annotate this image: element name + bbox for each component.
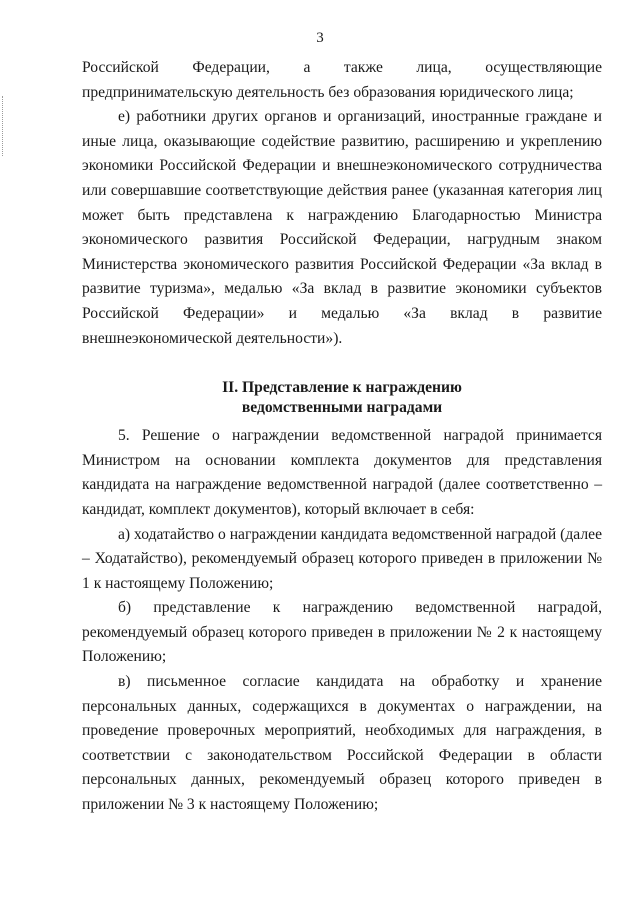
section-heading-line-2: ведомственными наградами: [241, 399, 443, 417]
document-body: [82, 56, 602, 818]
page-number: 3: [316, 30, 324, 46]
section-heading-line-1: II. Представление к награждению: [222, 379, 462, 397]
paragraph-point-5: 5. Решение о награждении ведомственной наградой принимается Министром на основании комплекта документов для представления кандидата на награждение ведомственной наградой (далее соответственно – кандидат, комплект документов), который включает в себя:: [82, 427, 602, 518]
paragraph-item-v: в) письменное согласие кандидата на обработку и хранение персональных данных, содержащихся в документах о награждении, на проведение проверочных мероприятий, необходимых для награждения, в соответствии с законодательством Российской Федерации в области персональных данных, рекомендуемый образец которого приведен в приложении № 3 к настоящему Положению;: [82, 673, 602, 814]
paragraph-item-a: а) ходатайство о награждении кандидата ведомственной наградой (далее – Ходатайство), рекомендуемый образец которого приведен в приложении № 1 к настоящему Положению;: [82, 525, 602, 592]
margin-scan-marks: [2, 96, 7, 156]
section-heading: [82, 378, 602, 418]
paragraph-item-e: е) работники других органов и организаций, иностранные граждане и иные лица, оказывающие содействие развитию, расширению и укреплению экономики Российской Федерации и внешнеэкономического сотрудничества или совершавшие соответствующие действия ранее (указанная категория лиц может быть представлена к награждению Благодарностью Министра экономического развития Российской Федерации, нагрудным знаком Министерства экономического развития Российской Федерации «За вклад в развитие туризма», медалью «За вклад в развитие экономики субъектов Российской Федерации» и медалью «За вклад в развитие внешнеэкономической деятельности»).: [82, 108, 602, 347]
paragraph-item-b: б) представление к награждению ведомственной наградой, рекомендуемый образец которого приведен в приложении № 2 к настоящему Положению;: [82, 599, 602, 666]
paragraph-continuation: Российской Федерации, а также лица, осуществляющие предпринимательскую деятельность без образования юридического лица;: [82, 59, 602, 101]
